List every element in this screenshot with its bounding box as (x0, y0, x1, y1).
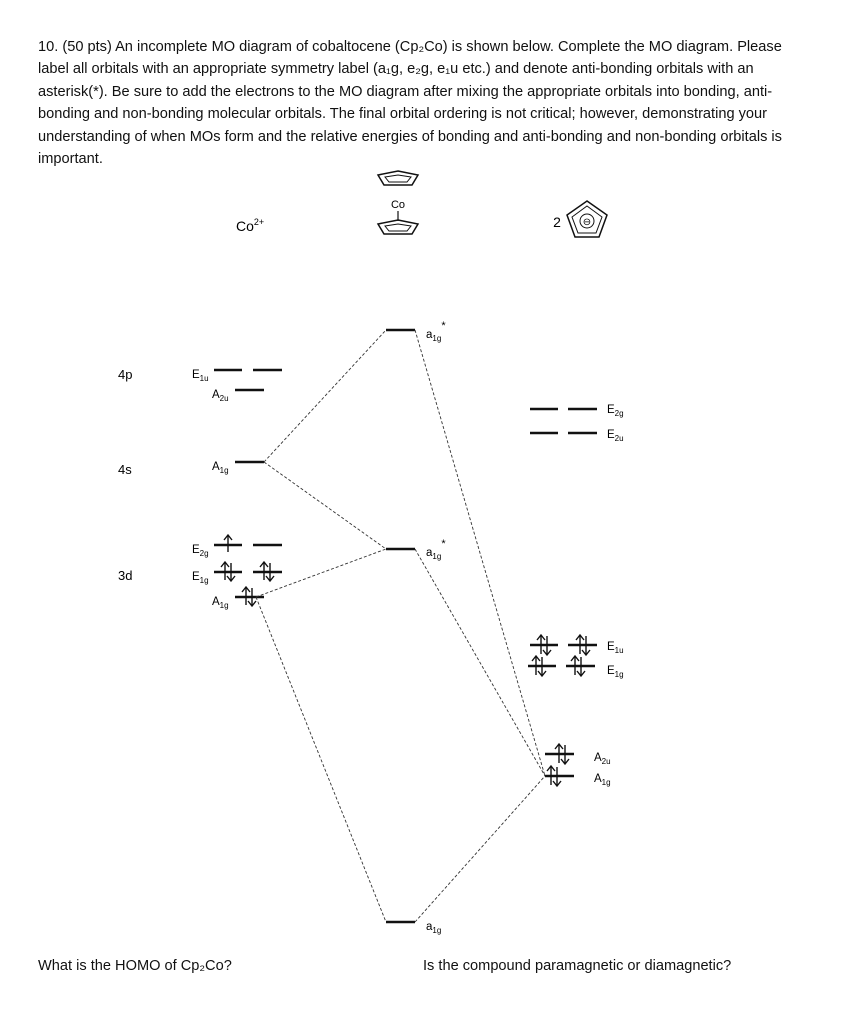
label-E1g-metal: $E_{1g}$ (192, 571, 209, 585)
cp-ring-bottom-icon (378, 220, 418, 234)
label-E1u-metal: $E_{1u}$ (192, 369, 209, 383)
label-a1g-star-middle: $a_{1g}*$ (426, 538, 446, 561)
svg-text:⊖: ⊖ (582, 217, 592, 228)
electron-up-arrow (224, 535, 232, 552)
label-a1g-star-upper: $a_{1g}*$ (426, 320, 446, 343)
cp-anion-icon (567, 201, 607, 237)
cobaltocene-structure (378, 171, 418, 234)
label-E2u-ligand: $E_{2u}$ (607, 429, 624, 443)
center-metal-label: Co (390, 199, 406, 211)
shell-3d: 3d (118, 568, 133, 583)
label-E2g-ligand: $E_{2g}$ (607, 404, 624, 418)
shell-4s: 4s (118, 462, 132, 477)
label-A1g-metal-4s: $A_{1g}$ (212, 461, 229, 475)
question-text: 10. (50 pts) An incomplete MO diagram of cobaltocene (Cp₂Co) is shown below. Complete the MO diagram. Please label all orbitals with an appropriate symmetry label (a₁g, e₂g, e₁u etc.) and denote anti-bonding orbitals with an asterisk(*). Be sure to add the electrons to the MO diagram after mixing the appropriate orbitals into bonding, anti-bonding and non-bonding molecular orbitals. The final orbital ordering is not critical; however, demonstrating your understanding of when MOs form and the relative energies of bonding and anti-bonding and non-bonding orbitals is important. (38, 39, 782, 168)
correlation-lines (256, 330, 545, 922)
label-E1u-ligand: $E_{1u}$ (607, 641, 624, 655)
label-E1g-ligand: $E_{1g}$ (607, 665, 624, 679)
label-A1g-metal-3d: $A_{1g}$ (212, 596, 229, 610)
label-a1g-bonding: $a_{1g}$ (426, 921, 442, 935)
ligand-count: 2 (553, 214, 561, 230)
ligand-orbital-lines (528, 409, 597, 776)
metal-header: $Co^{2+}$ (236, 217, 265, 234)
homo-question: What is the HOMO of Cp₂Co? (38, 958, 232, 974)
magnetism-question: Is the compound paramagnetic or diamagnetic? (423, 958, 732, 974)
label-A2u-ligand: $A_{2u}$ (594, 752, 611, 766)
shell-4p: 4p (118, 367, 133, 382)
label-A2u-metal: $A_{2u}$ (212, 389, 229, 403)
cp-ring-top-icon (378, 171, 418, 185)
label-A1g-ligand: $A_{1g}$ (594, 773, 611, 787)
mo-orbital-lines (386, 330, 415, 922)
label-E2g-metal: $E_{2g}$ (192, 544, 209, 558)
ligand-electrons (532, 635, 590, 786)
